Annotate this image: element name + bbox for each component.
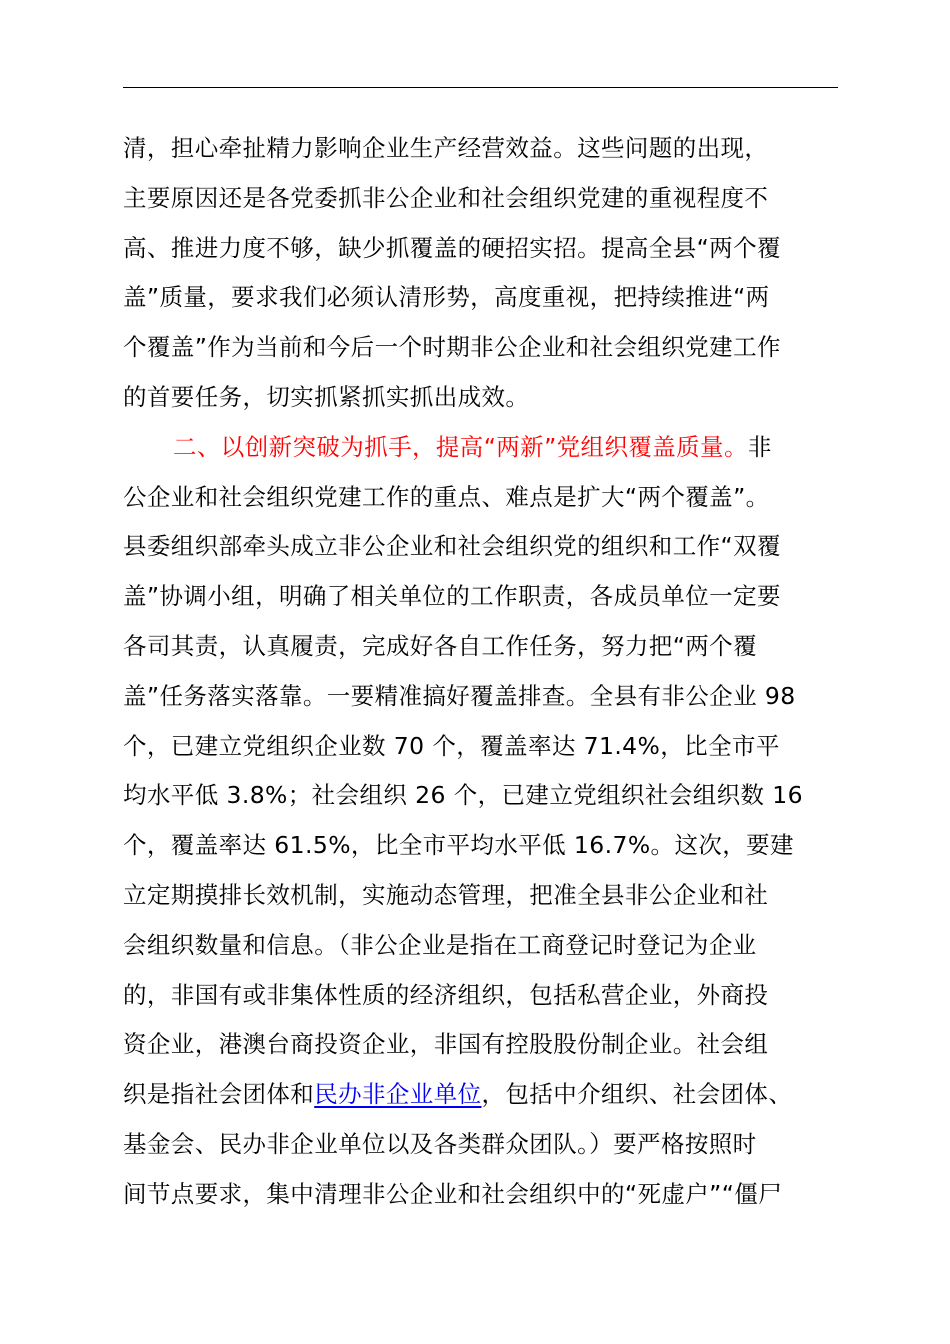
text-line: 均水平低 3.8%；社会组织 26 个，已建立党组织社会组织数 16 [123, 781, 803, 810]
text-line: 盖”任务落实落靠。一要精准搞好覆盖排查。全县有非公企业 98 [123, 681, 796, 710]
text-line: 资企业，港澳台商投资企业，非国有控股股份制企业。社会组 [123, 1030, 769, 1059]
text-line-with-link [123, 1070, 838, 1120]
text-line: 个覆盖”作为当前和今后一个时期非公企业和社会组织党建工作 [123, 333, 781, 362]
text-line: 的首要任务，切实抓紧抓实抓出成效。 [123, 382, 530, 411]
text-line: 间节点要求，集中清理非公企业和社会组织中的“死虚户”“僵尸 [123, 1179, 783, 1208]
text-line: 的，非国有或非集体性质的经济组织，包括私营企业，外商投 [123, 980, 769, 1009]
text-segment: ，包括中介组织、社会团体、 [481, 1080, 793, 1109]
text-line: 清，担心牵扯精力影响企业生产经营效益。这些问题的出现， [123, 134, 769, 162]
text-line: 公企业和社会组织党建工作的重点、难点是扩大“两个覆盖”。 [123, 482, 770, 511]
text-segment: 织是指社会团体和 [123, 1080, 315, 1109]
text-line: 盖”协调小组，明确了相关单位的工作职责，各成员单位一定要 [123, 582, 781, 611]
text-segment: 非 [747, 432, 772, 461]
text-line: 县委组织部牵头成立非公企业和社会组织党的组织和工作“双覆 [123, 532, 781, 561]
civil-non-enterprise-link[interactable]: 民办非企业单位 [314, 1080, 482, 1109]
text-line: 各司其责，认真履责，完成好各自工作任务，努力把“两个覆 [123, 631, 757, 660]
section-heading: 二、以创新突破为抓手，提高“两新”党组织覆盖质量。 [173, 432, 748, 461]
text-line: 盖”质量，要求我们必须认清形势，高度重视，把持续推进“两 [123, 283, 770, 312]
header-rule [123, 87, 838, 88]
text-line: 高、推进力度不够，缺少抓覆盖的硬招实招。提高全县“两个覆 [123, 233, 781, 262]
document-body [123, 124, 838, 1220]
text-line: 会组织数量和信息。（非公企业是指在工商登记时登记为企业 [123, 930, 757, 959]
text-line: 基金会、民办非企业单位以及各类群众团队。）要严格按照时 [123, 1129, 757, 1158]
text-line: 主要原因还是各党委抓非公企业和社会组织党建的重视程度不 [123, 183, 769, 212]
text-line: 个，覆盖率达 61.5%，比全市平均水平低 16.7%。这次，要建 [123, 831, 794, 860]
text-line: 个，已建立党组织企业数 70 个，覆盖率达 71.4%，比全市平 [123, 731, 780, 760]
text-line: 立定期摸排长效机制，实施动态管理，把准全县非公企业和社 [123, 880, 769, 909]
section-heading-line [123, 423, 838, 473]
